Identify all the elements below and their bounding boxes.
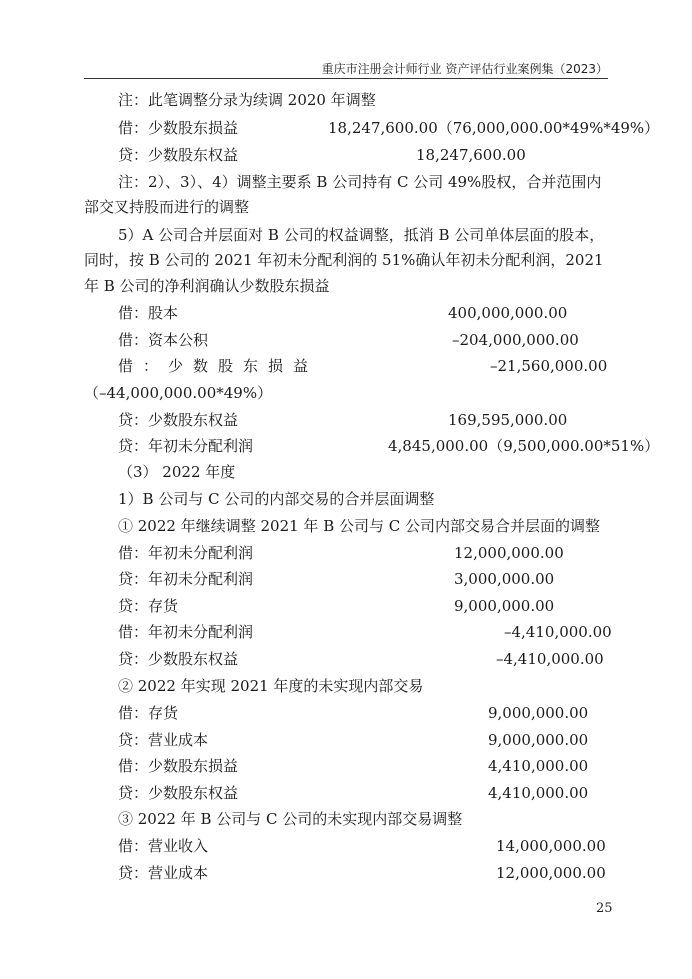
entry-amount: 169,595,000.00 [448,411,568,429]
text-line: （–44,000,000.00*49%） [84,384,273,402]
entry-amount: 9,000,000.00 [488,731,589,749]
entry-amount: 3,000,000.00 [454,570,555,588]
text-line: 注：2）、3）、4）调整主要系 B 公司持有 C 公司 49%股权，合并范围内 [118,173,602,191]
entry-amount: –21,560,000.00 [490,357,608,375]
entry-label: 借：年初未分配利润 [118,623,254,641]
entry-label: 借：年初未分配利润 [118,544,254,562]
header-rule [84,78,608,79]
entry-label: 借：少数股东损益 [118,357,319,375]
entry-label: 贷：少数股东权益 [118,784,239,802]
text-line: 部交叉持股而进行的调整 [84,198,250,216]
entry-label: 贷：存货 [118,597,179,615]
text-line: ② 2022 年实现 2021 年度的未实现内部交易 [118,677,424,695]
entry-amount: 12,000,000.00 [454,544,564,562]
entry-label: 贷：营业成本 [118,864,209,882]
text-line: 注：此笔调整分录为续调 2020 年调整 [118,91,376,109]
text-line: ① 2022 年继续调整 2021 年 B 公司与 C 公司内部交易合并层面的调整 [118,517,600,535]
entry-amount: 18,247,600.00（76,000,000.00*49%*49%） [328,119,660,137]
entry-label: 贷：营业成本 [118,731,209,749]
entry-label: 借：股本 [118,304,179,322]
entry-label: 借：少数股东损益 [118,119,239,137]
entry-amount: 4,410,000.00 [488,784,589,802]
page-number: 25 [596,901,613,916]
section-heading: （3） 2022 年度 [118,463,236,481]
entry-label: 借：资本公积 [118,331,209,349]
entry-amount: 400,000,000.00 [448,304,568,322]
entry-amount: 9,000,000.00 [454,597,555,615]
entry-label: 贷：少数股东权益 [118,411,239,429]
entry-amount: –4,410,000.00 [504,623,612,641]
text-line: 1）B 公司与 C 公司的内部交易的合并层面调整 [118,490,435,508]
entry-amount: 4,845,000.00（9,500,000.00*51%） [388,437,660,455]
entry-amount: 9,000,000.00 [488,704,589,722]
entry-amount: –4,410,000.00 [496,650,604,668]
entry-label: 贷：少数股东权益 [118,650,239,668]
entry-label: 借：少数股东损益 [118,757,239,775]
text-line: ③ 2022 年 B 公司与 C 公司的未实现内部交易调整 [118,810,463,828]
entry-amount: 12,000,000.00 [496,864,606,882]
entry-label: 贷：年初未分配利润 [118,437,254,455]
entry-label: 贷：年初未分配利润 [118,570,254,588]
entry-amount: –204,000,000.00 [452,331,579,349]
entry-label: 贷：少数股东权益 [118,146,239,164]
entry-label: 借：存货 [118,704,179,722]
entry-amount: 14,000,000.00 [496,837,606,855]
text-line: 5）A 公司合并层面对 B 公司的权益调整，抵消 B 公司单体层面的股本， [118,226,605,244]
entry-amount: 4,410,000.00 [488,757,589,775]
text-line: 同时，按 B 公司的 2021 年初未分配利润的 51%确认年初未分配利润，2021 [84,251,604,269]
running-header: 重庆市注册会计师行业 资产评估行业案例集（2023） [321,62,608,76]
entry-amount: 18,247,600.00 [416,146,526,164]
entry-label: 借：营业收入 [118,837,209,855]
text-line: 年 B 公司的净利润确认少数股东损益 [84,277,330,295]
